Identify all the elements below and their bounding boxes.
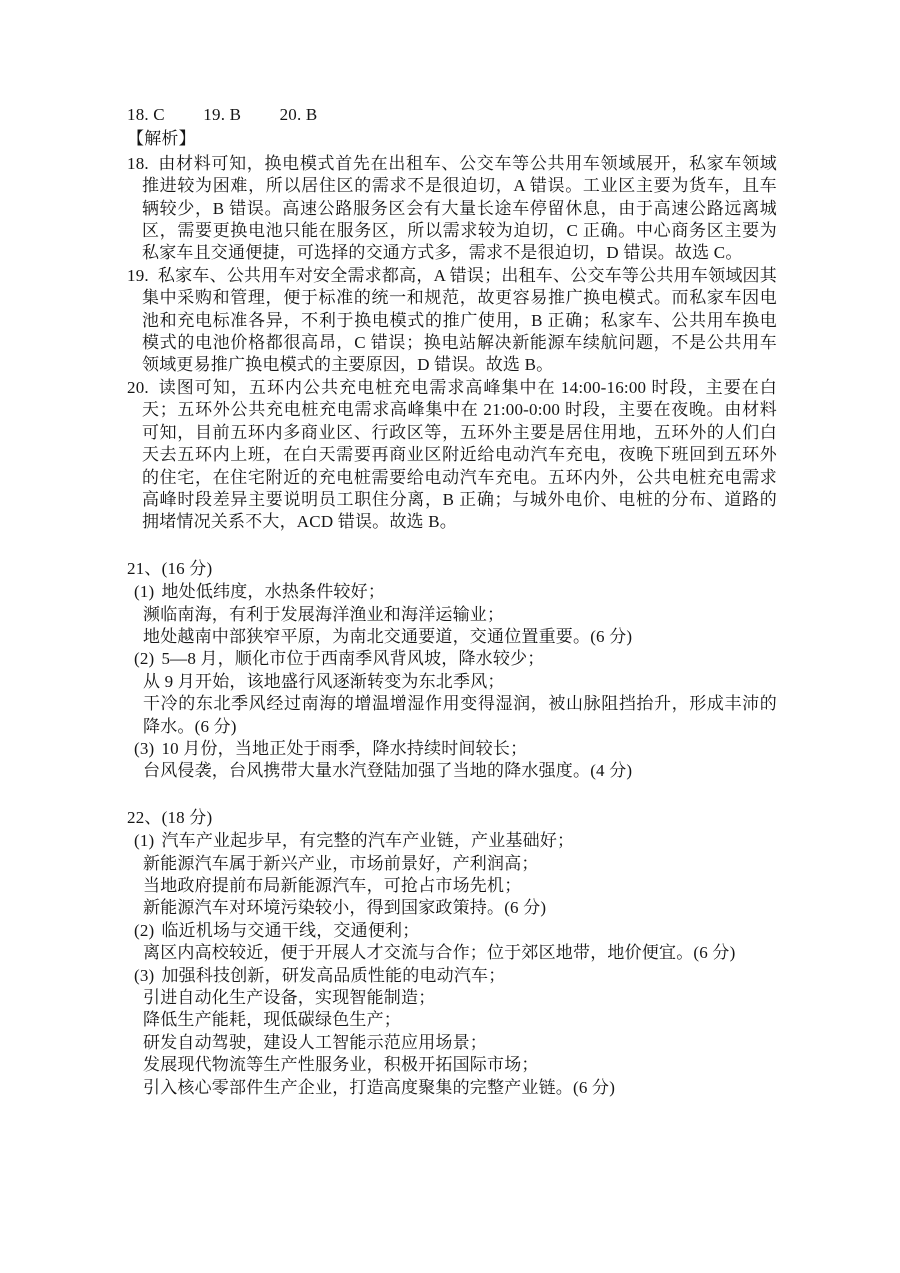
explanation-number: 18. (127, 153, 149, 173)
explanation-text: 读图可知，五环内公共充电桩充电需求高峰集中在 14:00-16:00 时段，主要在白天；五环外公共充电桩充电需求高峰集中在 21:00-0:00 时段，主要在夜晚。由材料可知，目前五环内多商业区、行政区等，五环外主要是居住用地，五环外的人们白天去五环内上班，在白天需要再商业区附近给电动汽车充电，夜晚下班回到五环外的住宅，在住宅附近的充电桩需要给电动汽车充电。五环内外，公共电桩充电需求高峰时段差异主要说明员工职住分离，B 正确；与城外电价、电桩的分布、道路的拥堵情况关系不大，ACD 错误。故选 B。 (142, 377, 777, 532)
part-line-text: 地处低纬度，水热条件较好； (161, 582, 386, 602)
part-line: 研发自动驾驶，建设人工智能示范应用场景； (143, 1032, 487, 1052)
part-line-text: 5—8 月，顺化市位于西南季风背风坡，降水较少； (161, 649, 545, 669)
part-label: (2) (134, 920, 155, 940)
part-first-line (127, 920, 777, 942)
part-first-line (127, 830, 777, 852)
part-label: (1) (134, 582, 155, 602)
explanation-text: 私家车、公共用车对安全需求都高，A 错误；出租车、公交车等公共用车领域因其集中采购和管理，便于标准的统一和规范，故更容易推广换电模式。而私家车因电池和充电标准各异，不利于换电模式的推广使用，B 正确；私家车、公共用车换电模式的电池价格都很高昂，C 错误；换电站解决新能源车续航问题，不是公共用车领域更易推广换电模式的主要原因，D 错误。故选 B。 (142, 265, 777, 375)
part-line: 台风侵袭，台风携带大量水汽登陆加强了当地的降水强度。(4 分) (143, 761, 633, 781)
part-line: 地处越南中部狭窄平原，为南北交通要道，交通位置重要。(6 分) (143, 626, 633, 646)
question-22 (127, 807, 777, 1099)
part-label: (3) (134, 738, 155, 758)
part-label: (3) (134, 965, 155, 985)
question-22-part-1 (127, 830, 777, 920)
question-21-title: 21、(16 分) (127, 558, 213, 578)
explanation-number: 19. (127, 265, 149, 285)
part-first-line (127, 738, 777, 760)
part-label: (2) (134, 649, 155, 669)
question-21 (127, 558, 777, 783)
explanation-paragraph-18 (127, 153, 777, 265)
part-line: 引入核心零部件生产企业，打造高度聚集的完整产业链。(6 分) (143, 1077, 616, 1097)
part-first-line (127, 965, 777, 987)
answer-item-19: 19. B (203, 105, 242, 124)
question-21-part-3 (127, 738, 777, 783)
part-line: 当地政府提前布局新能源汽车，可抢占市场先机； (143, 876, 522, 895)
document-page (127, 104, 777, 1099)
answer-key-line (127, 104, 777, 126)
analysis-header: 【解析】 (127, 129, 196, 149)
explanation-number: 20. (127, 377, 149, 397)
explanation-text: 由材料可知，换电模式首先在出租车、公交车等公共用车领域展开，私家车领域推进较为困难，所以居住区的需求不是很迫切，A 错误。工业区主要为货车，且车辆较少，B 错误。高速公路服务区会有大量长途车停留休息，由于高速公路远离城区，需要更换电池只能在服务区，所以需求较为迫切，C 正确。中心商务区主要为私家车且交通便捷，可选择的交通方式多，需求不是很迫切，D 错误。故选 C。 (142, 153, 777, 263)
part-line: 离区内高校较近，便于开展人才交流与合作；位于郊区地带，地价便宜。(6 分) (143, 943, 736, 963)
question-22-part-3 (127, 965, 777, 1099)
part-first-line (127, 581, 777, 603)
part-line-text: 汽车产业起步早，有完整的汽车产业链，产业基础好； (161, 831, 575, 851)
part-first-line (127, 648, 777, 670)
part-line: 新能源汽车属于新兴产业，市场前景好，产利润高； (143, 853, 539, 873)
question-21-part-2 (127, 648, 777, 738)
question-22-part-2 (127, 920, 777, 965)
part-line-text: 临近机场与交通干线，交通便利； (161, 920, 420, 940)
part-line: 新能源汽车对环境污染较小，得到国家政策持。(6 分) (143, 898, 547, 918)
part-line-text: 10 月份，当地正处于雨季，降水持续时间较长； (161, 738, 528, 758)
part-label: (1) (134, 831, 155, 851)
explanation-paragraph-19 (127, 265, 777, 377)
explanation-paragraph-20 (127, 377, 777, 534)
part-line: 濒临南海，有利于发展海洋渔业和海洋运输业； (143, 604, 505, 624)
part-line: 引进自动化生产设备，实现智能制造； (143, 988, 436, 1008)
part-line: 发展现代物流等生产性服务业，积极开拓国际市场； (143, 1055, 539, 1075)
part-line-text: 加强科技创新，研发高品质性能的电动汽车； (161, 965, 506, 985)
part-line: 从 9 月开始，该地盛行风逐渐转变为东北季风； (143, 671, 505, 691)
part-line: 干冷的东北季风经过南海的增温增湿作用变得湿润，被山脉阻挡抬升，形成丰沛的降水。(6 分) (143, 694, 777, 736)
question-22-title: 22、(18 分) (127, 807, 213, 827)
part-line: 降低生产能耗，现低碳绿色生产； (143, 1010, 401, 1030)
question-21-part-1 (127, 581, 777, 648)
answer-item-20: 20. B (279, 105, 318, 124)
answer-item-18: 18. C (127, 105, 165, 124)
